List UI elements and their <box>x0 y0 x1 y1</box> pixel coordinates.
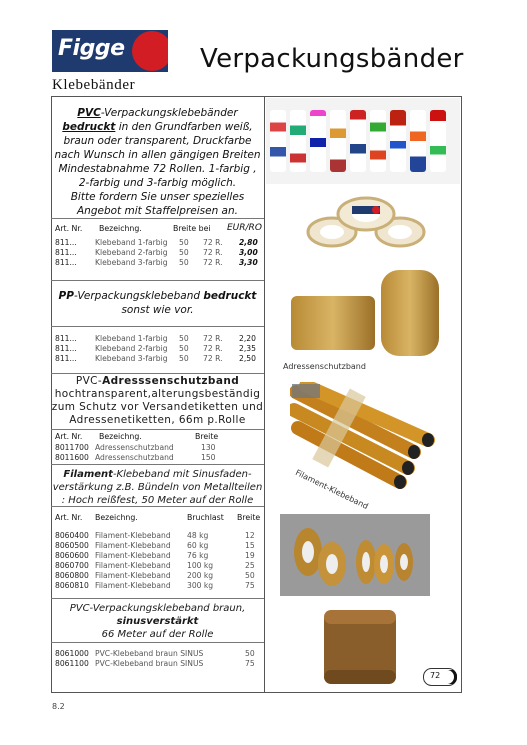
product-column <box>51 96 265 693</box>
cell-width: 50 <box>179 344 189 353</box>
cell-qty: 72 R. <box>203 354 223 363</box>
pp-bedruckt: bedruckt <box>203 290 257 302</box>
tape-roll <box>390 110 406 172</box>
cell-width: 12 <box>245 531 255 540</box>
tape-roll <box>370 110 386 172</box>
pvc-label: PVC <box>77 107 101 119</box>
cell-strength: 200 kg <box>187 571 214 580</box>
tape-roll <box>290 110 306 172</box>
cell-art: 811... <box>55 334 77 343</box>
cell-desc: Filament-Klebeband <box>95 571 171 580</box>
pvc-line7: Bitte fordern Sie unser spezielles <box>70 191 245 203</box>
address-pvc: PVC- <box>75 375 103 387</box>
cell-desc: Filament-Klebeband <box>95 541 171 550</box>
address-table <box>55 432 261 466</box>
col-width: Breite bei <box>173 224 211 233</box>
cell-desc: Klebeband 1-farbig <box>95 238 168 247</box>
cell-width: 19 <box>245 551 255 560</box>
cell-width: 15 <box>245 541 255 550</box>
cell-art: 8061100 <box>55 659 89 668</box>
pvc-line2: in den Grundfarben weiß, <box>115 121 253 133</box>
filament-caption: Filament-Klebeband <box>294 468 370 512</box>
bedruckt-label: bedruckt <box>62 121 116 133</box>
tape-roll <box>330 110 346 172</box>
address-caption: Adressenschutzband <box>283 362 366 371</box>
pp-line2: sonst wie vor. <box>121 304 194 316</box>
pvc-line4: nach Wunsch in allen gängigen Breiten <box>54 149 261 161</box>
col-price: EUR/RO <box>227 223 262 233</box>
cell-price: 2,80 <box>239 238 258 247</box>
cell-desc: PVC-Klebeband braun SINUS <box>95 659 204 668</box>
filament-table <box>55 513 261 597</box>
page-badge-number: 72 <box>430 671 441 680</box>
col-art: Art. Nr. <box>55 513 83 522</box>
cell-desc: Filament-Klebeband <box>95 551 171 560</box>
cell-price: 3,00 <box>239 248 258 257</box>
page-subtitle: Klebebänder <box>52 77 136 93</box>
cell-width: 50 <box>179 238 189 247</box>
cell-art: 811... <box>55 354 77 363</box>
cell-width: 75 <box>245 659 255 668</box>
cell-strength: 60 kg <box>187 541 209 550</box>
cell-desc: Filament-Klebeband <box>95 531 171 540</box>
logo-red-circle <box>132 31 168 71</box>
cell-art: 811... <box>55 248 77 257</box>
pvc-printed-header <box>51 96 264 219</box>
filament-line2: verstärkung z.B. Bündeln von Metallteilen <box>52 482 263 493</box>
pvc-brown-header <box>51 599 264 643</box>
cell-width: 50 <box>179 334 189 343</box>
cell-width: 50 <box>179 354 189 363</box>
cell-desc: Klebeband 1-farbig <box>95 334 168 343</box>
cell-art: 8060810 <box>55 581 89 590</box>
tape-roll <box>350 110 366 172</box>
filament-label: Filament <box>63 469 113 480</box>
cell-width: 50 <box>179 248 189 257</box>
cell-desc: Klebeband 2-farbig <box>95 248 168 257</box>
cell-qty: 72 R. <box>203 344 223 353</box>
cell-art: 8061000 <box>55 649 89 658</box>
page-title: Verpackungsbänder <box>200 44 464 74</box>
cell-desc: Klebeband 2-farbig <box>95 344 168 353</box>
figge-logo <box>52 30 168 72</box>
pp-printed-header <box>51 281 264 327</box>
cell-art: 811... <box>55 344 77 353</box>
cell-art: 811... <box>55 258 77 267</box>
cell-price: 2,50 <box>239 354 256 363</box>
pvc-line5: Mindestabnahme 72 Rollen. 1-farbig , <box>58 163 257 175</box>
cell-price: 2,20 <box>239 334 256 343</box>
cell-width: 75 <box>245 581 255 590</box>
pvc-printed-table <box>55 224 261 280</box>
cell-desc: Filament-Klebeband <box>95 581 171 590</box>
cell-width: 130 <box>201 443 216 452</box>
address-tape-photo <box>285 268 445 360</box>
cell-desc: Klebeband 3-farbig <box>95 258 168 267</box>
pvc-line3: braun oder transparent, Druckfarbe <box>63 135 252 147</box>
cell-strength: 100 kg <box>187 561 214 570</box>
cell-desc: Klebeband 3-farbig <box>95 354 168 363</box>
pp-printed-table <box>55 334 261 374</box>
pvc-brown-table <box>55 649 261 671</box>
cell-art: 811... <box>55 238 77 247</box>
cell-price: 3,30 <box>239 258 258 267</box>
printed-tapes-photo <box>266 98 460 184</box>
brown-line2: sinusverstärkt <box>116 616 199 627</box>
col-desc: Bezeichng. <box>99 432 142 441</box>
cell-art: 8060700 <box>55 561 89 570</box>
col-width: Breite <box>195 432 219 441</box>
brown-line1: PVC-Verpackungsklebeband braun, <box>69 603 246 614</box>
cell-desc: Adressenschutzband <box>95 443 174 452</box>
cell-qty: 72 R. <box>203 258 223 267</box>
pp-label: PP <box>58 290 74 302</box>
cell-art: 8011700 <box>55 443 89 452</box>
cell-strength: 48 kg <box>187 531 209 540</box>
tape-roll <box>410 110 426 172</box>
col-desc: Bezeichng. <box>95 513 138 522</box>
brown-line3: 66 Meter auf der Rolle <box>101 629 214 640</box>
figge-tapes-photo <box>306 192 426 262</box>
cell-art: 8060600 <box>55 551 89 560</box>
cell-width: 50 <box>179 258 189 267</box>
cell-desc: Filament-Klebeband <box>95 561 171 570</box>
cell-width: 150 <box>201 453 216 462</box>
col-strength: Bruchlast <box>187 513 224 522</box>
pvc-line6: 2-farbig und 3-farbig möglich. <box>78 177 237 189</box>
filament-line3: : Hoch reißfest, 50 Meter auf der Rolle <box>61 495 254 506</box>
brown-roll-photo <box>318 606 402 688</box>
cell-desc: Adressenschutzband <box>95 453 174 462</box>
cell-art: 8060400 <box>55 531 89 540</box>
tape-roll <box>270 110 286 172</box>
col-desc: Bezeichng. <box>99 224 142 233</box>
cell-qty: 72 R. <box>203 334 223 343</box>
tape-roll <box>430 110 446 172</box>
cell-strength: 76 kg <box>187 551 209 560</box>
pvc-line1: -Verpackungsklebebänder <box>100 107 238 119</box>
address-line3: zum Schutz vor Versandetiketten und <box>51 401 264 413</box>
footer-page-number: 8.2 <box>52 702 65 711</box>
pvc-line8: Angebot mit Staffelpreisen an. <box>77 205 238 217</box>
filament-header <box>51 465 264 507</box>
col-width: Breite <box>237 513 261 522</box>
cell-width: 50 <box>245 571 255 580</box>
cell-width: 50 <box>245 649 255 658</box>
col-art: Art. Nr. <box>55 224 83 233</box>
cell-width: 25 <box>245 561 255 570</box>
address-title: Adresssenschutzband <box>102 375 240 387</box>
filament-line1: -Klebeband mit Sinusfaden- <box>112 469 252 480</box>
brown-tapes-photo <box>280 514 430 596</box>
cell-desc: PVC-Klebeband braun SINUS <box>95 649 204 658</box>
tape-roll <box>310 110 326 172</box>
col-art: Art. Nr. <box>55 432 83 441</box>
cell-qty: 72 R. <box>203 248 223 257</box>
cell-art: 8011600 <box>55 453 89 462</box>
cell-art: 8060800 <box>55 571 89 580</box>
pp-line1: -Verpackungsklebeband <box>73 290 204 302</box>
address-line4: Adressenetiketten, 66m p.Rolle <box>69 414 246 426</box>
address-header <box>51 374 264 430</box>
cell-price: 2,35 <box>239 344 256 353</box>
cell-art: 8060500 <box>55 541 89 550</box>
cell-strength: 300 kg <box>187 581 214 590</box>
logo-wordmark: Figge <box>58 36 125 61</box>
cell-qty: 72 R. <box>203 238 223 247</box>
address-line2: hochtransparent,alterungsbeständig <box>54 388 261 400</box>
